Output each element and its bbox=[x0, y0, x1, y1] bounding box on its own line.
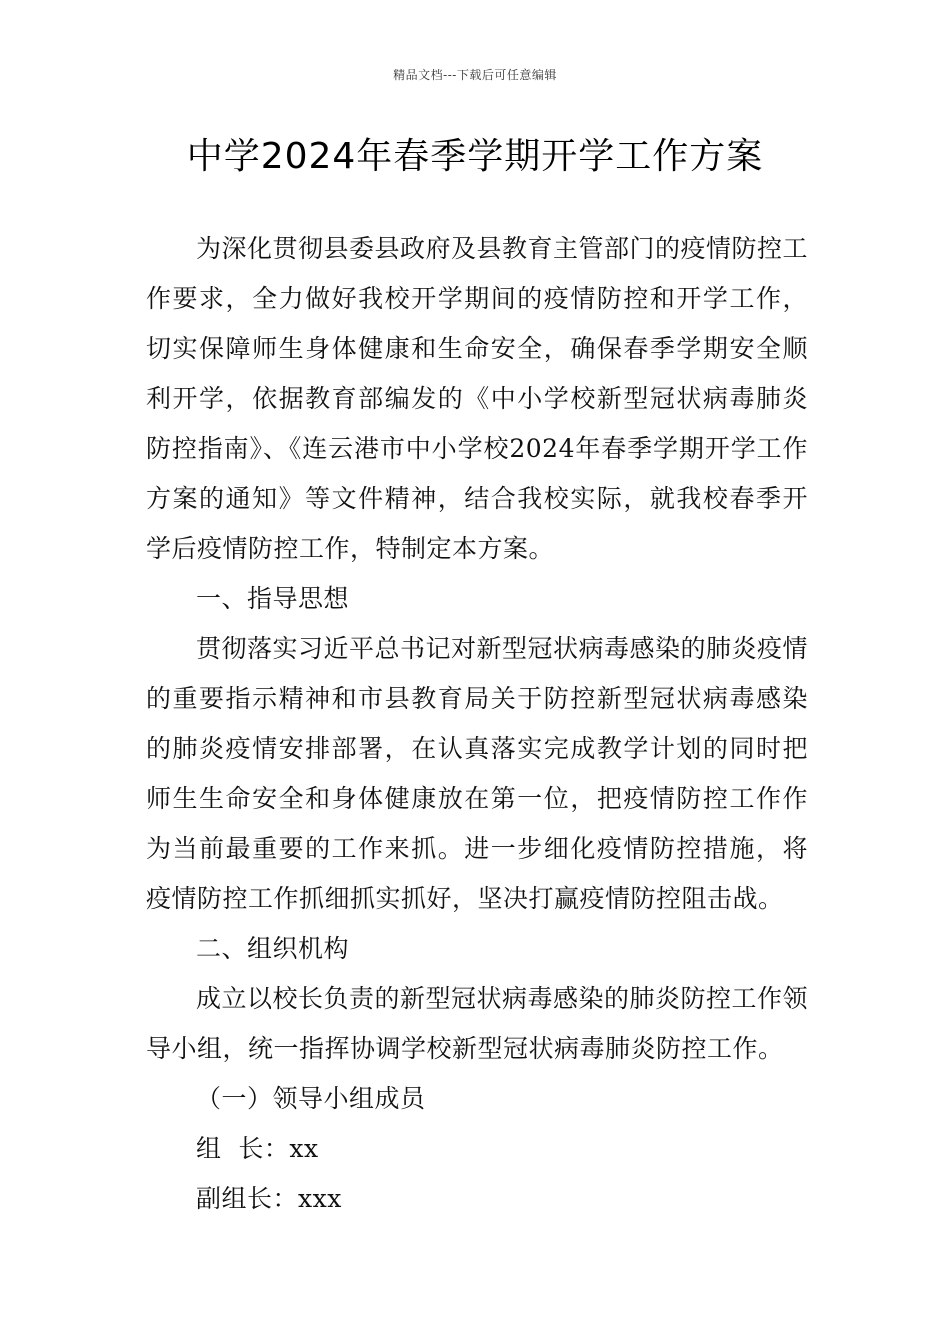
document-title: 中学2024年春季学期开学工作方案 bbox=[186, 136, 764, 177]
section2-heading: 二、组织机构 bbox=[196, 934, 350, 963]
section1-paragraph: 贯彻落实习近平总书记对新型冠状病毒感染的肺炎疫情的重要指示精神和市县教育局关于防控新型冠状病毒感染的肺炎疫情安排部署，在认真落实完成教学计划的同时把师生生命安全和身体健康放在第一位，把疫情防控工作作为当前最重要的工作来抓。进一步细化疫情防控措施，将疫情防控工作抓细抓实抓好，坚决打赢疫情防控阻击战。 bbox=[146, 634, 809, 913]
leader-line: 组 长：xx bbox=[196, 1134, 319, 1163]
intro-paragraph: 为深化贯彻县委县政府及县教育主管部门的疫情防控工作要求，全力做好我校开学期间的疫情防控和开学工作，切实保障师生身体健康和生命安全，确保春季学期安全顺利开学，依据教育部编发的《中小学校新型冠状病毒肺炎防控指南》、《连云港市中小学校2024年春季学期开学工作方案的通知》等文件精神，结合我校实际，就我校春季开学后疫情防控工作，特制定本方案。 bbox=[146, 234, 809, 563]
subsection1-heading: （一）领导小组成员 bbox=[196, 1084, 426, 1113]
document-body bbox=[146, 224, 808, 1224]
section2-paragraph: 成立以校长负责的新型冠状病毒感染的肺炎防控工作领导小组，统一指挥协调学校新型冠状病毒肺炎防控工作。 bbox=[146, 984, 809, 1063]
header-note: 精品文档---下载后可任意编辑 bbox=[393, 68, 557, 82]
section1-heading: 一、指导思想 bbox=[196, 584, 350, 613]
deputy-leader-line: 副组长：xxx bbox=[196, 1184, 342, 1213]
